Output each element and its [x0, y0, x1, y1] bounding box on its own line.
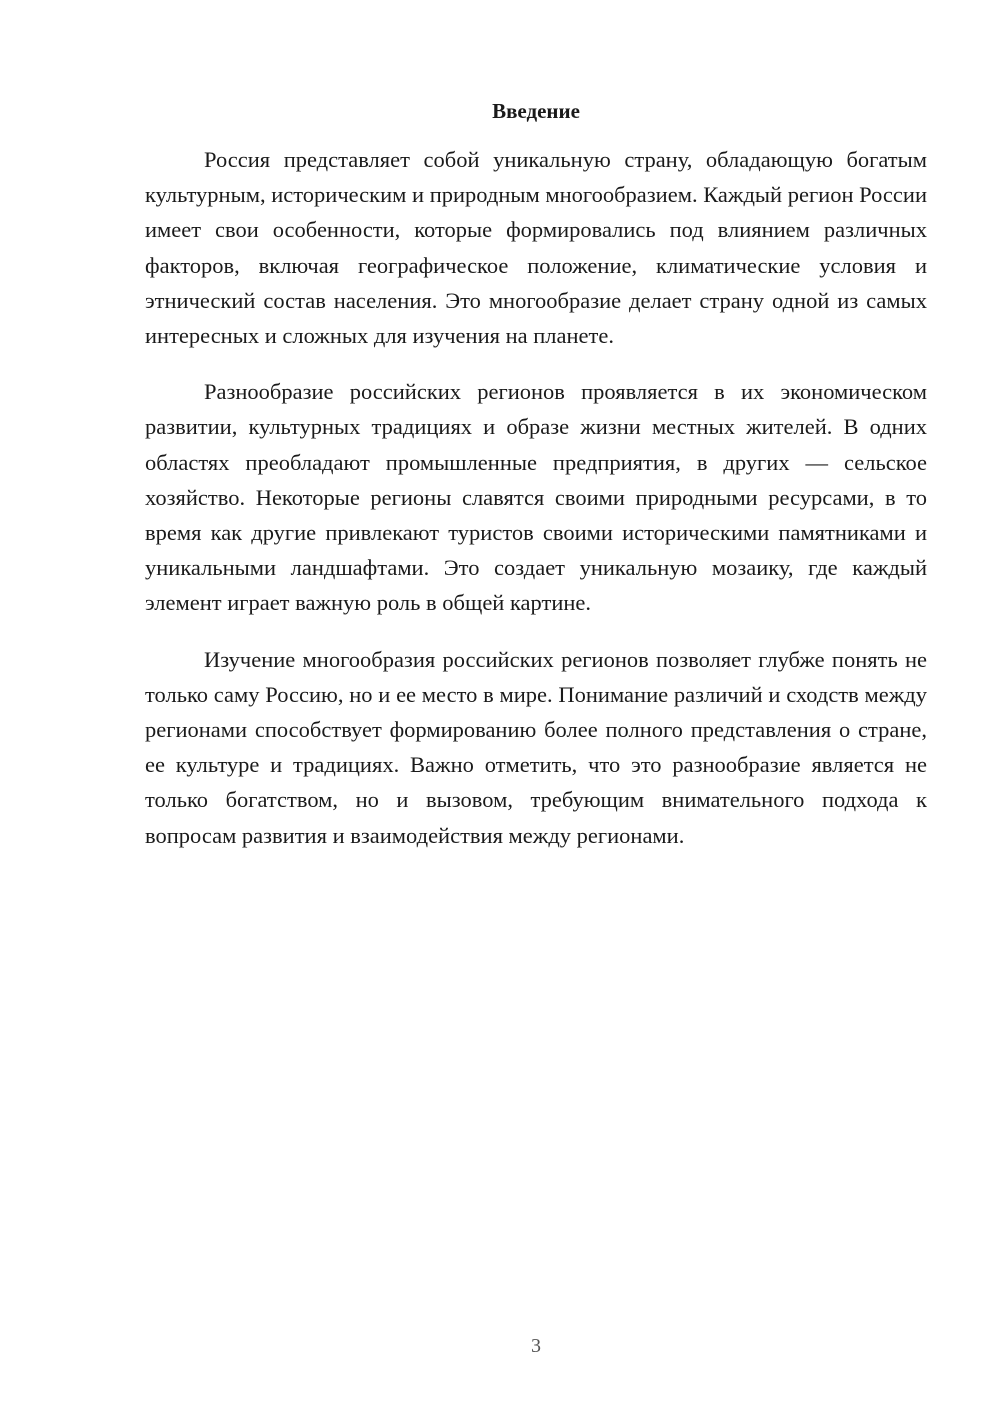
page-number: 3	[531, 1335, 541, 1357]
paragraph-1: Россия представляет собой уникальную страну, обладающую богатым культурным, историческим и природным многообразием. Каждый регион России имеет свои особенности, которые формировались под влиянием различных факторов, включая географическое положение, климатические условия и этнический состав населения. Это многообразие делает страну одной из самых интересных и сложных для изучения на планете.	[145, 147, 927, 349]
body-text	[145, 142, 927, 874]
paragraph-2: Разнообразие российских регионов проявляется в их экономическом развитии, культурных традициях и образе жизни местных жителей. В одних областях преобладают промышленные предприятия, в других — сельское хозяйство. Некоторые регионы славятся своими природными ресурсами, в то время как другие привлекают туристов своими историческими памятниками и уникальными ландшафтами. Это создает уникальную мозаику, где каждый элемент играет важную роль в общей картине.	[145, 379, 927, 616]
paragraph-3: Изучение многообразия российских регионов позволяет глубже понять не только саму Россию, но и ее место в мире. Понимание различий и сходств между регионами способствует формированию более полного представления о стране, ее культуре и традициях. Важно отметить, что это разнообразие является не только богатством, но и вызовом, требующим внимательного подхода к вопросам развития и взаимодействия между регионами.	[145, 646, 927, 848]
section-heading: Введение	[492, 99, 580, 123]
